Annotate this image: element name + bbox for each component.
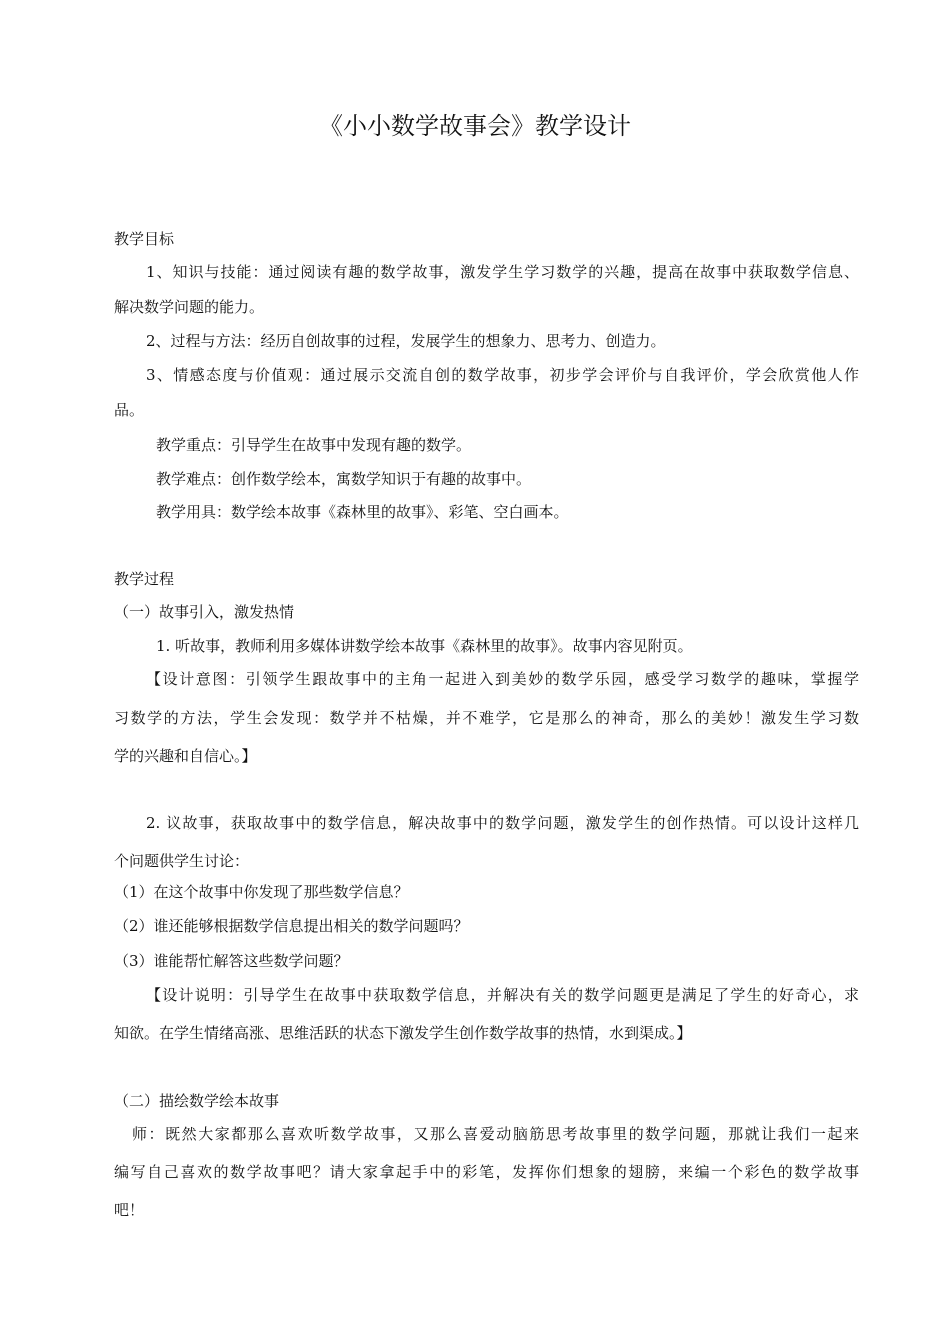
objective-3-line-1: 3、情感态度与价值观：通过展示交流自创的数学故事，初步学会评价与自我评价，学会欣赏他人作 [146,366,859,384]
design-intent-line-1: 【设计意图：引领学生跟故事中的主角一起进入到美妙的数学乐园，感受学习数学的趣味，掌握学 [146,670,859,688]
question-2: （2）谁还能够根据数学信息提出相关的数学问题吗？ [114,917,469,935]
teacher-line-3: 吧！ [114,1201,145,1219]
design-note-line-2: 知欲。在学生情绪高涨、思维活跃的状态下激发学生创作数学故事的热情，水到渠成。】 [114,1024,692,1042]
difficulty: 教学难点：创作数学绘本，寓数学知识于有趣的故事中。 [156,470,532,488]
question-1: （1）在这个故事中你发现了那些数学信息？ [114,883,409,901]
question-3: （3）谁能帮忙解答这些数学问题？ [114,952,349,970]
step-2-line-1: 2. 议故事，获取故事中的数学信息，解决故事中的数学问题，激发学生的创作热情。可以设计这样几 [146,814,859,832]
objective-1-line-1: 1、知识与技能：通过阅读有趣的数学故事，激发学生学习数学的兴趣，提高在故事中获取数学信息、 [146,263,859,281]
objective-2: 2、过程与方法：经历自创故事的过程，发展学生的想象力、思考力、创造力。 [146,332,666,350]
teacher-line-1: 师：既然大家都那么喜欢听数学故事，又那么喜爱动脑筋思考故事里的数学问题，那就让我们一起来 [132,1125,859,1143]
teacher-line-2: 编写自己喜欢的数学故事吧？请大家拿起手中的彩笔，发挥你们想象的翅膀，来编一个彩色的数学故事 [114,1163,859,1181]
design-intent-line-2: 习数学的方法，学生会发现：数学并不枯燥，并不难学，它是那么的神奇，那么的美妙！激发生学习数 [114,709,859,727]
materials: 教学用具：数学绘本故事《森林里的故事》、彩笔、空白画本。 [156,503,569,521]
step-2-line-2: 个问题供学生讨论： [114,852,250,870]
page-title: 《小小数学故事会》教学设计 [319,112,631,140]
key-point: 教学重点：引导学生在故事中发现有趣的数学。 [156,436,472,454]
objective-1-line-2: 解决数学问题的能力。 [114,298,265,316]
part-2-heading: （二）描绘数学绘本故事 [114,1092,280,1110]
part-1-heading: （一）故事引入，激发热情 [114,603,295,621]
objective-3-line-2: 品。 [114,401,145,419]
design-intent-line-3: 学的兴趣和自信心。】 [114,747,257,765]
design-note-line-1: 【设计说明：引导学生在故事中获取数学信息，并解决有关的数学问题更是满足了学生的好奇心，求 [146,986,859,1004]
objectives-heading: 教学目标 [114,230,175,248]
step-1: 1. 听故事，教师利用多媒体讲数学绘本故事《森林里的故事》。故事内容见附页。 [156,637,693,655]
process-heading: 教学过程 [114,570,175,588]
